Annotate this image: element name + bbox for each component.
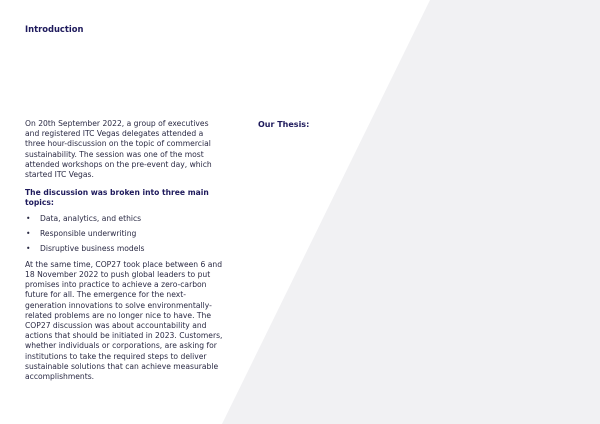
cop27-paragraph: At the same time, COP27 took place between 6 and 18 November 2022 to push global leaders to put promises into practice to achieve a zero-carbon future for all. The emergence for the next-generation innovations to solve environmentally-related problems are no longer nice to have. The COP27 discussion was about accountability and actions that should be initiated in 2023. Customers, whether individuals or corporations, are asking for institutions to take the required steps to deliver sustainable solutions that can achieve measurable accomplishments. (25, 259, 223, 382)
list-item: • Disruptive business models (25, 244, 225, 254)
list-item: • Data, analytics, and ethics (25, 214, 225, 224)
list-item: • Responsible underwriting (25, 229, 225, 239)
topics-lead: The discussion was broken into three main topics: (25, 188, 209, 208)
intro-paragraph: On 20th September 2022, a group of executives and registered ITC Vegas delegates attended a three hour-discussion on the topic of commercial sustainability. The session was one of the most attended workshops on the pre-event day, which started ITC Vegas. (25, 119, 212, 180)
thesis-heading: Our Thesis: (258, 120, 310, 129)
intro-column (25, 119, 225, 382)
section-title: Introduction (25, 24, 84, 34)
topics-list (25, 214, 225, 255)
